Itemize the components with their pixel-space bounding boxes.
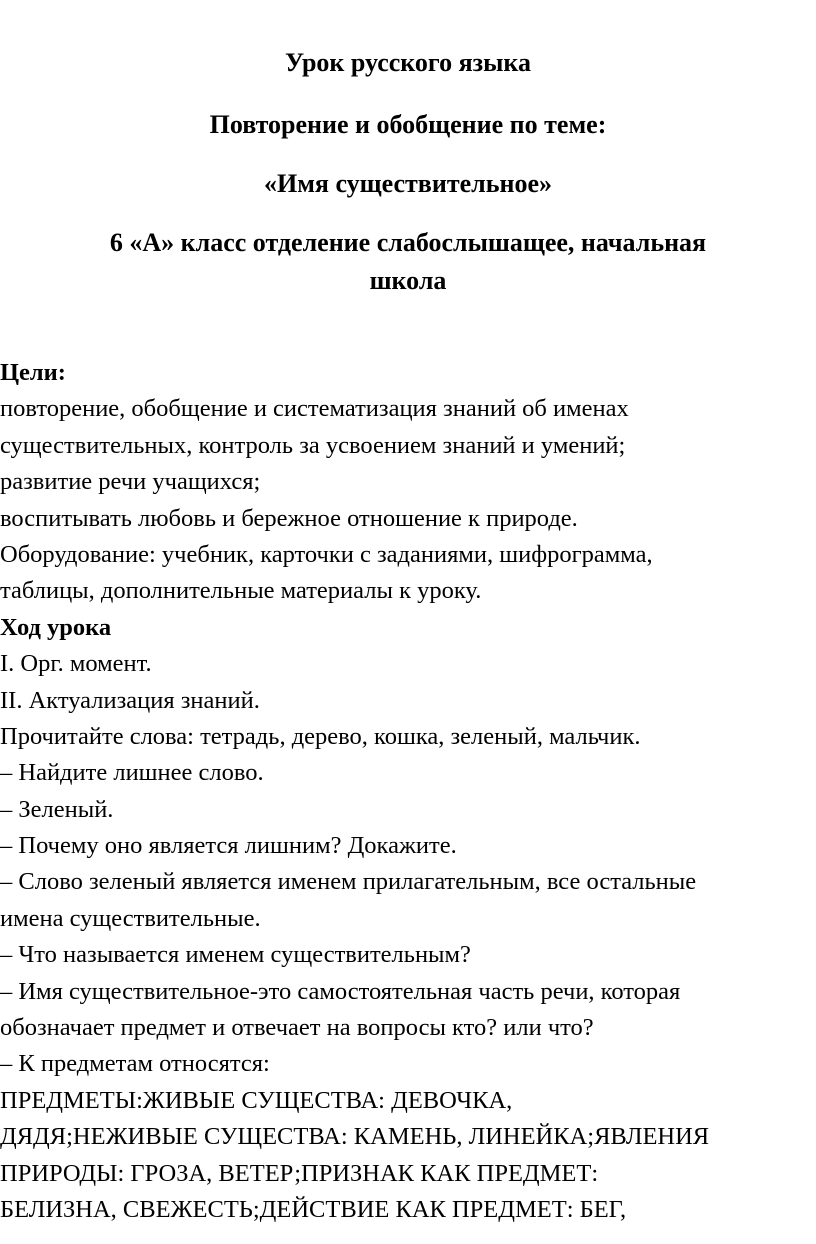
scheme-line: ПРЕДМЕТЫ:ЖИВЫЕ СУЩЕСТВА: ДЕВОЧКА, (0, 1086, 513, 1114)
dialogue-line: – Найдите лишнее слово. (0, 759, 264, 787)
class-info-line-2: школа (369, 266, 447, 295)
goals-line: воспитывать любовь и бережное отношение к природе. (0, 504, 578, 532)
lesson-subtitle: Повторение и обобщение по теме: (209, 110, 607, 139)
lesson-text-line: Прочитайте слова: тетрадь, дерево, кошка, зеленый, мальчик. (0, 722, 641, 750)
lesson-flow-heading: Ход урока (0, 613, 112, 641)
scheme-line: БЕЛИЗНА, СВЕЖЕСТЬ;ДЕЙСТВИЕ КАК ПРЕДМЕТ: БЕГ, (0, 1195, 627, 1223)
lesson-title: Урок русского языка (285, 48, 531, 77)
dialogue-line: обозначает предмет и отвечает на вопросы кто? или что? (0, 1014, 594, 1042)
lesson-step: I. Орг. момент. (0, 650, 152, 678)
lesson-body (0, 355, 816, 1228)
class-info-line-1: 6 «А» класс отделение слабослышащее, начальная (109, 228, 707, 257)
dialogue-line: – Зеленый. (0, 795, 114, 823)
dialogue-line: имена существительные. (0, 904, 261, 932)
equipment-line: таблицы, дополнительные материалы к уроку. (0, 577, 482, 605)
dialogue-line: – Почему оно является лишним? Докажите. (0, 832, 457, 860)
dialogue-line: – Что называется именем существительным? (0, 941, 471, 969)
dialogue-line: – Имя существительное-это самостоятельная часть речи, которая (0, 977, 681, 1005)
goals-line: развитие речи учащихся; (0, 468, 261, 496)
lesson-topic: «Имя существительное» (263, 169, 552, 198)
goals-heading: Цели: (0, 359, 66, 386)
scheme-line: ПРИРОДЫ: ГРОЗА, ВЕТЕР;ПРИЗНАК КАК ПРЕДМЕТ: (0, 1159, 599, 1187)
scheme-line: ДЯДЯ;НЕЖИВЫЕ СУЩЕСТВА: КАМЕНЬ, ЛИНЕЙКА;ЯВЛЕНИЯ (0, 1123, 710, 1151)
lesson-step: II. Актуализация знаний. (0, 686, 260, 714)
goals-line: повторение, обобщение и систематизация знаний об именах (0, 395, 629, 423)
equipment-line: Оборудование: учебник, карточки с заданиями, шифрограмма, (0, 540, 653, 568)
dialogue-line: – К предметам относятся: (0, 1050, 270, 1078)
goals-line: существительных, контроль за усвоением знаний и умений; (0, 431, 626, 459)
dialogue-line: – Слово зеленый является именем прилагательным, все остальные (0, 868, 697, 896)
